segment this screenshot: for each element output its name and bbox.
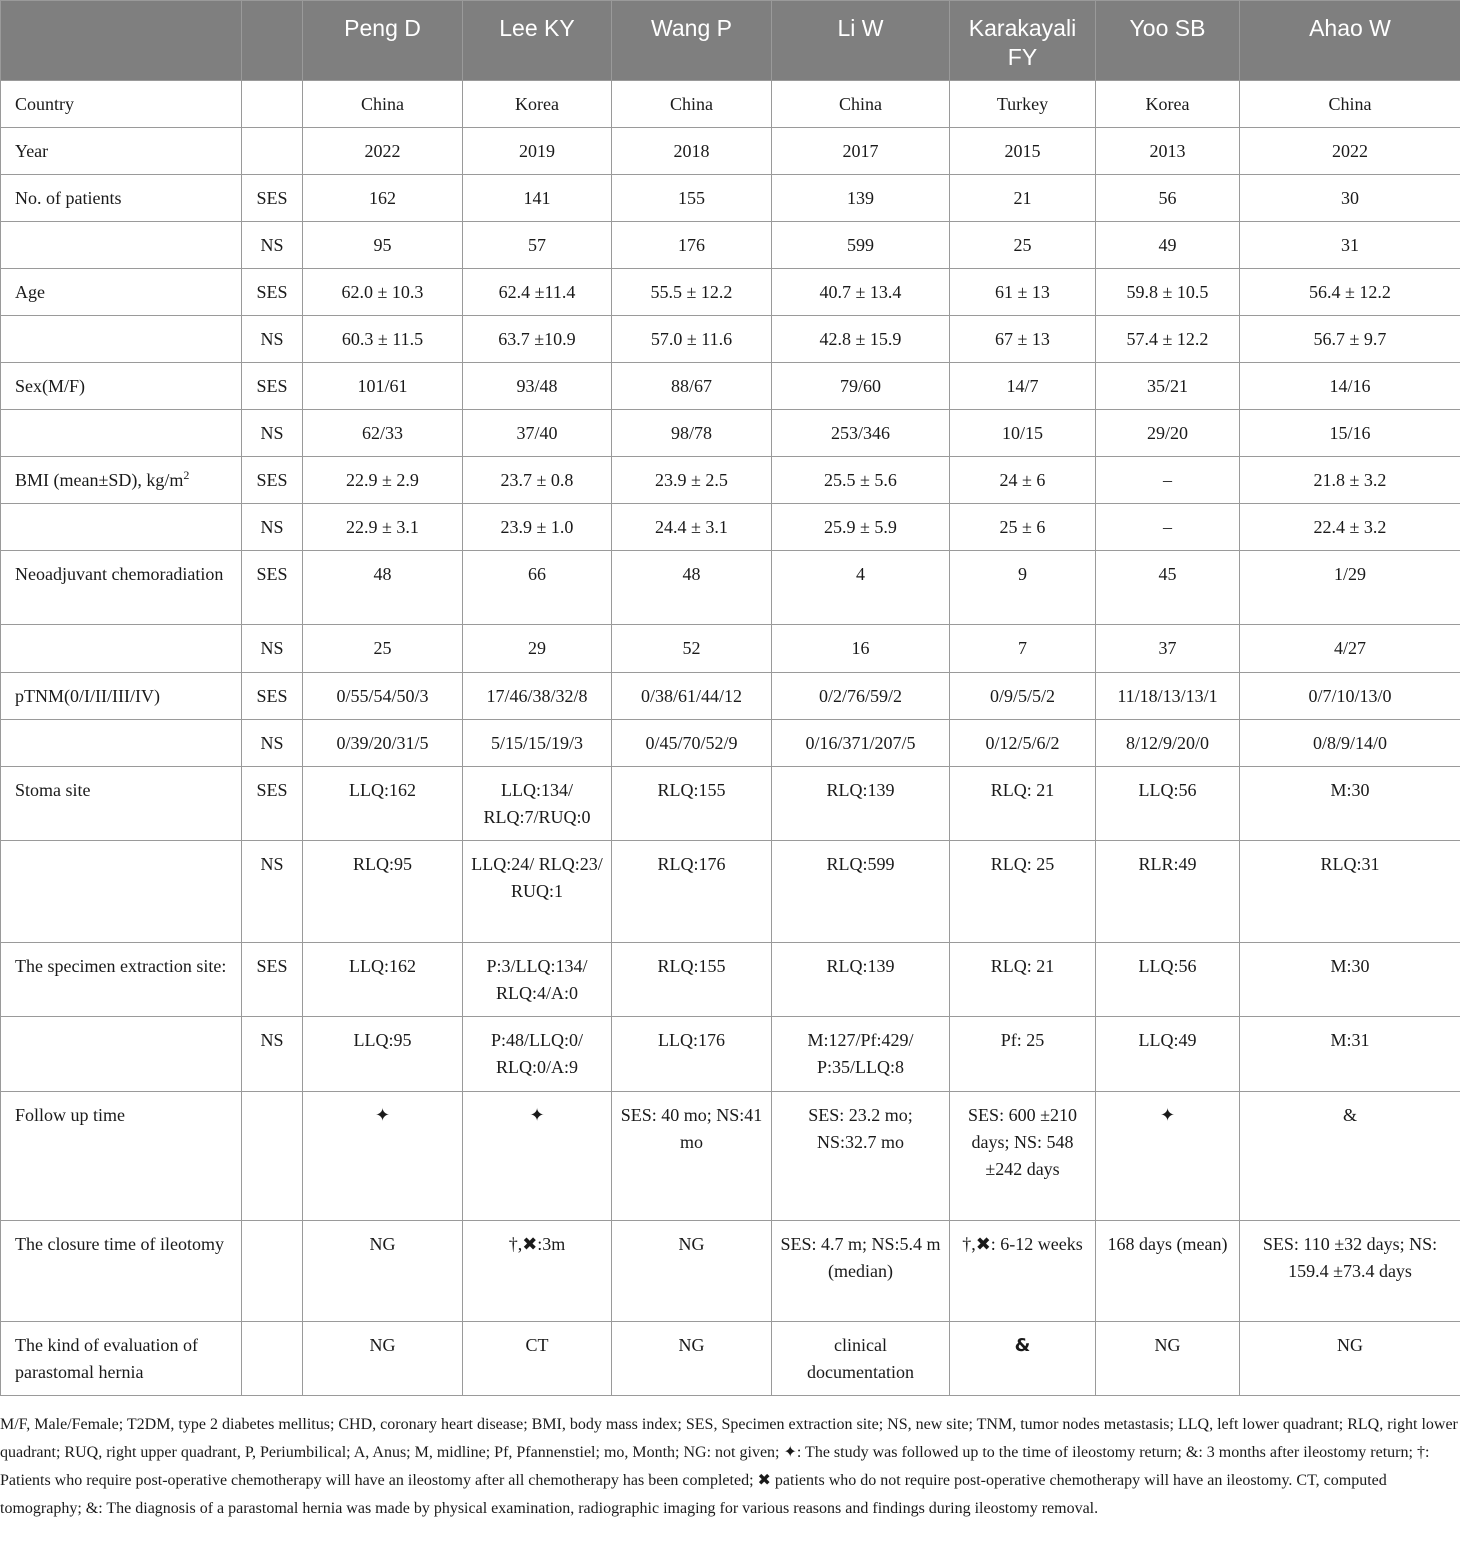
row-label bbox=[1, 363, 242, 410]
value-cell: 155 bbox=[612, 175, 772, 222]
value-cell: 56.7 ± 9.7 bbox=[1240, 316, 1460, 363]
group-cell: NS bbox=[242, 316, 303, 363]
value-cell: 7 bbox=[950, 625, 1096, 673]
value-cell: LLQ:49 bbox=[1096, 1017, 1240, 1092]
value-cell: M:30 bbox=[1240, 767, 1460, 841]
value-cell: P:48/LLQ:0/ RLQ:0/A:9 bbox=[463, 1017, 612, 1092]
value-cell: 59.8 ± 10.5 bbox=[1096, 269, 1240, 316]
value-cell: & bbox=[1240, 1092, 1460, 1221]
value-cell: 95 bbox=[303, 222, 463, 269]
table-row bbox=[1, 1221, 1460, 1322]
value-cell: 98/78 bbox=[612, 410, 772, 457]
group-cell: SES bbox=[242, 363, 303, 410]
row-label bbox=[1, 1092, 242, 1221]
value-cell: 2022 bbox=[303, 128, 463, 175]
row-label bbox=[1, 457, 242, 504]
table-row bbox=[1, 128, 1460, 175]
value-cell: 23.7 ± 0.8 bbox=[463, 457, 612, 504]
row-label bbox=[1, 625, 242, 673]
row-label-text: Neoadjuvant chemoradiation bbox=[15, 564, 224, 584]
row-label-text: No. of patients bbox=[15, 188, 122, 208]
value-cell: LLQ:56 bbox=[1096, 767, 1240, 841]
value-cell: SES: 110 ±32 days; NS: 159.4 ±73.4 days bbox=[1240, 1221, 1460, 1322]
value-cell: 0/38/61/44/12 bbox=[612, 673, 772, 720]
value-cell: LLQ:162 bbox=[303, 943, 463, 1017]
value-cell: 2017 bbox=[772, 128, 950, 175]
header-blank-cell bbox=[242, 1, 303, 81]
value-cell: CT bbox=[463, 1322, 612, 1396]
value-cell: 57.0 ± 11.6 bbox=[612, 316, 772, 363]
row-label-text: Sex(M/F) bbox=[15, 376, 86, 396]
table-row bbox=[1, 625, 1460, 673]
value-cell: ✦ bbox=[303, 1092, 463, 1221]
table-row bbox=[1, 551, 1460, 625]
value-cell: 10/15 bbox=[950, 410, 1096, 457]
col-header: Yoo SB bbox=[1096, 1, 1240, 81]
table-row bbox=[1, 1017, 1460, 1092]
value-cell: 25 bbox=[303, 625, 463, 673]
group-cell: NS bbox=[242, 222, 303, 269]
col-header: Peng D bbox=[303, 1, 463, 81]
value-cell: 56.4 ± 12.2 bbox=[1240, 269, 1460, 316]
value-cell: RLQ:95 bbox=[303, 841, 463, 943]
value-cell: 253/346 bbox=[772, 410, 950, 457]
group-cell: NS bbox=[242, 1017, 303, 1092]
group-cell bbox=[242, 1221, 303, 1322]
value-cell: RLQ:176 bbox=[612, 841, 772, 943]
col-header: Wang P bbox=[612, 1, 772, 81]
value-cell: 0/55/54/50/3 bbox=[303, 673, 463, 720]
value-cell: RLQ:139 bbox=[772, 767, 950, 841]
group-cell: SES bbox=[242, 457, 303, 504]
value-cell: 0/9/5/5/2 bbox=[950, 673, 1096, 720]
row-label-superscript: 2 bbox=[183, 468, 190, 482]
row-label-text: The kind of evaluation of parastomal hernia bbox=[15, 1335, 198, 1382]
value-cell: 37 bbox=[1096, 625, 1240, 673]
value-cell: China bbox=[612, 81, 772, 128]
value-cell: 57.4 ± 12.2 bbox=[1096, 316, 1240, 363]
value-cell: 45 bbox=[1096, 551, 1240, 625]
row-label-text: Country bbox=[15, 94, 75, 114]
value-cell: 62.4 ±11.4 bbox=[463, 269, 612, 316]
value-cell: RLQ: 21 bbox=[950, 767, 1096, 841]
group-cell: NS bbox=[242, 504, 303, 551]
row-label bbox=[1, 1017, 242, 1092]
table-row bbox=[1, 673, 1460, 720]
value-cell: RLQ:155 bbox=[612, 767, 772, 841]
table-row bbox=[1, 81, 1460, 128]
table-row bbox=[1, 269, 1460, 316]
row-label bbox=[1, 269, 242, 316]
value-cell: 0/39/20/31/5 bbox=[303, 720, 463, 767]
group-cell bbox=[242, 81, 303, 128]
value-cell: 22.4 ± 3.2 bbox=[1240, 504, 1460, 551]
table-row bbox=[1, 222, 1460, 269]
value-cell: 40.7 ± 13.4 bbox=[772, 269, 950, 316]
table-row bbox=[1, 720, 1460, 767]
value-cell: 35/21 bbox=[1096, 363, 1240, 410]
row-label bbox=[1, 504, 242, 551]
value-cell: 25 bbox=[950, 222, 1096, 269]
value-cell: 93/48 bbox=[463, 363, 612, 410]
value-cell: LLQ:176 bbox=[612, 1017, 772, 1092]
value-cell: 31 bbox=[1240, 222, 1460, 269]
value-cell: 1/29 bbox=[1240, 551, 1460, 625]
value-cell: LLQ:162 bbox=[303, 767, 463, 841]
value-cell: 24 ± 6 bbox=[950, 457, 1096, 504]
value-cell: 88/67 bbox=[612, 363, 772, 410]
value-cell: LLQ:95 bbox=[303, 1017, 463, 1092]
value-cell: 14/16 bbox=[1240, 363, 1460, 410]
table-row bbox=[1, 175, 1460, 222]
group-cell bbox=[242, 128, 303, 175]
group-cell bbox=[242, 1322, 303, 1396]
row-label-text: Stoma site bbox=[15, 780, 91, 800]
row-label-text: Age bbox=[15, 282, 45, 302]
value-cell: RLQ:599 bbox=[772, 841, 950, 943]
value-cell: LLQ:56 bbox=[1096, 943, 1240, 1017]
value-cell: NG bbox=[303, 1322, 463, 1396]
group-cell: SES bbox=[242, 767, 303, 841]
group-cell: NS bbox=[242, 625, 303, 673]
value-cell: 2019 bbox=[463, 128, 612, 175]
row-label bbox=[1, 673, 242, 720]
value-cell: 55.5 ± 12.2 bbox=[612, 269, 772, 316]
value-cell: 8/12/9/20/0 bbox=[1096, 720, 1240, 767]
col-header: Lee KY bbox=[463, 1, 612, 81]
value-cell: China bbox=[772, 81, 950, 128]
col-header: Karakayali FY bbox=[950, 1, 1096, 81]
table-footnote: M/F, Male/Female; T2DM, type 2 diabetes mellitus; CHD, coronary heart disease; BMI, body mass index; SES, Specimen extraction site; NS, new site; TNM, tumor nodes metastasis; LLQ, left lower quadrant; RLQ, right lower quadrant; RUQ, right upper quadrant, P, Periumbilical; A, Anus; M, midline; Pf, Pfannenstiel; mo, Month; NG: not given; ✦: The study was followed up to the time of ileostomy return; &: 3 months after ileostomy return; †: Patients who require post-operative chemotherapy will have an ileostomy after all chemotherapy has been completed; ✖ patients who do not require post-operative chemotherapy will have an ileostomy. CT, computed tomography; &: The diagnosis of a parastomal hernia was made by physical examination, radiographic imaging for various reasons and findings during ileostomy removal. bbox=[0, 1416, 1458, 1517]
value-cell: 24.4 ± 3.1 bbox=[612, 504, 772, 551]
row-label bbox=[1, 1221, 242, 1322]
group-cell: SES bbox=[242, 175, 303, 222]
value-cell: 25 ± 6 bbox=[950, 504, 1096, 551]
value-cell: 62/33 bbox=[303, 410, 463, 457]
table-row bbox=[1, 457, 1460, 504]
value-cell: 0/12/5/6/2 bbox=[950, 720, 1096, 767]
row-label bbox=[1, 410, 242, 457]
value-cell: 0/16/371/207/5 bbox=[772, 720, 950, 767]
value-cell: LLQ:24/ RLQ:23/ RUQ:1 bbox=[463, 841, 612, 943]
value-cell: 42.8 ± 15.9 bbox=[772, 316, 950, 363]
value-cell: 60.3 ± 11.5 bbox=[303, 316, 463, 363]
value-cell: M:30 bbox=[1240, 943, 1460, 1017]
value-cell: NG bbox=[612, 1221, 772, 1322]
value-cell: RLR:49 bbox=[1096, 841, 1240, 943]
value-cell: 139 bbox=[772, 175, 950, 222]
value-cell: 2022 bbox=[1240, 128, 1460, 175]
value-cell: 0/45/70/52/9 bbox=[612, 720, 772, 767]
value-cell: 29/20 bbox=[1096, 410, 1240, 457]
value-cell: 79/60 bbox=[772, 363, 950, 410]
value-cell: & bbox=[950, 1322, 1096, 1396]
value-cell: 29 bbox=[463, 625, 612, 673]
value-cell: 37/40 bbox=[463, 410, 612, 457]
value-cell: 141 bbox=[463, 175, 612, 222]
value-cell: NG bbox=[303, 1221, 463, 1322]
row-label bbox=[1, 720, 242, 767]
value-cell: Korea bbox=[463, 81, 612, 128]
value-cell: – bbox=[1096, 457, 1240, 504]
row-label bbox=[1, 767, 242, 841]
table-row bbox=[1, 363, 1460, 410]
value-cell: RLQ: 25 bbox=[950, 841, 1096, 943]
value-cell: 49 bbox=[1096, 222, 1240, 269]
group-cell: SES bbox=[242, 673, 303, 720]
value-cell: RLQ:155 bbox=[612, 943, 772, 1017]
value-cell: 0/7/10/13/0 bbox=[1240, 673, 1460, 720]
value-cell: 30 bbox=[1240, 175, 1460, 222]
value-cell: 22.9 ± 2.9 bbox=[303, 457, 463, 504]
value-cell: 2018 bbox=[612, 128, 772, 175]
table-row bbox=[1, 1092, 1460, 1221]
value-cell: 17/46/38/32/8 bbox=[463, 673, 612, 720]
group-cell: NS bbox=[242, 720, 303, 767]
value-cell: 21.8 ± 3.2 bbox=[1240, 457, 1460, 504]
row-label bbox=[1, 943, 242, 1017]
table-row bbox=[1, 841, 1460, 943]
group-cell: NS bbox=[242, 841, 303, 943]
value-cell: 176 bbox=[612, 222, 772, 269]
group-cell: SES bbox=[242, 943, 303, 1017]
table-row bbox=[1, 1322, 1460, 1396]
table-row bbox=[1, 943, 1460, 1017]
value-cell: 25.9 ± 5.9 bbox=[772, 504, 950, 551]
row-label bbox=[1, 1322, 242, 1396]
group-cell bbox=[242, 1092, 303, 1221]
value-cell: 48 bbox=[612, 551, 772, 625]
value-cell: RLQ: 21 bbox=[950, 943, 1096, 1017]
value-cell: 4/27 bbox=[1240, 625, 1460, 673]
value-cell: 22.9 ± 3.1 bbox=[303, 504, 463, 551]
value-cell: China bbox=[1240, 81, 1460, 128]
row-label bbox=[1, 128, 242, 175]
value-cell: 62.0 ± 10.3 bbox=[303, 269, 463, 316]
value-cell: 599 bbox=[772, 222, 950, 269]
value-cell: NG bbox=[612, 1322, 772, 1396]
value-cell: 5/15/15/19/3 bbox=[463, 720, 612, 767]
value-cell: clinical documentation bbox=[772, 1322, 950, 1396]
value-cell: 0/2/76/59/2 bbox=[772, 673, 950, 720]
value-cell: 25.5 ± 5.6 bbox=[772, 457, 950, 504]
value-cell: †,✖: 6-12 weeks bbox=[950, 1221, 1096, 1322]
value-cell: 162 bbox=[303, 175, 463, 222]
row-label-text: Follow up time bbox=[15, 1105, 126, 1125]
value-cell: †,✖:3m bbox=[463, 1221, 612, 1322]
value-cell: Korea bbox=[1096, 81, 1240, 128]
value-cell: 15/16 bbox=[1240, 410, 1460, 457]
value-cell: 57 bbox=[463, 222, 612, 269]
value-cell: M:31 bbox=[1240, 1017, 1460, 1092]
value-cell: Pf: 25 bbox=[950, 1017, 1096, 1092]
value-cell: 66 bbox=[463, 551, 612, 625]
value-cell: 52 bbox=[612, 625, 772, 673]
table-body bbox=[1, 81, 1460, 1396]
value-cell: SES: 4.7 m; NS:5.4 m (median) bbox=[772, 1221, 950, 1322]
value-cell: 61 ± 13 bbox=[950, 269, 1096, 316]
value-cell: ✦ bbox=[1096, 1092, 1240, 1221]
row-label-text: pTNM(0/I/II/III/IV) bbox=[15, 686, 160, 706]
value-cell: China bbox=[303, 81, 463, 128]
value-cell: SES: 23.2 mo; NS:32.7 mo bbox=[772, 1092, 950, 1221]
table-row bbox=[1, 316, 1460, 363]
row-label bbox=[1, 222, 242, 269]
value-cell: 14/7 bbox=[950, 363, 1096, 410]
header-blank-cell bbox=[1, 1, 242, 81]
value-cell: ✦ bbox=[463, 1092, 612, 1221]
col-header: Ahao W bbox=[1240, 1, 1460, 81]
row-label bbox=[1, 175, 242, 222]
value-cell: NG bbox=[1240, 1322, 1460, 1396]
value-cell: NG bbox=[1096, 1322, 1240, 1396]
row-label bbox=[1, 316, 242, 363]
value-cell: 67 ± 13 bbox=[950, 316, 1096, 363]
value-cell: 11/18/13/13/1 bbox=[1096, 673, 1240, 720]
value-cell: 2013 bbox=[1096, 128, 1240, 175]
value-cell: 168 days (mean) bbox=[1096, 1221, 1240, 1322]
value-cell: 9 bbox=[950, 551, 1096, 625]
row-label bbox=[1, 841, 242, 943]
value-cell: 63.7 ±10.9 bbox=[463, 316, 612, 363]
value-cell: M:127/Pf:429/ P:35/LLQ:8 bbox=[772, 1017, 950, 1092]
row-label-text: The closure time of ileotomy bbox=[15, 1234, 224, 1254]
row-label-text: BMI (mean±SD), kg/m bbox=[15, 470, 184, 490]
header-row bbox=[1, 1, 1460, 81]
value-cell: 23.9 ± 1.0 bbox=[463, 504, 612, 551]
value-cell: 2015 bbox=[950, 128, 1096, 175]
value-cell: – bbox=[1096, 504, 1240, 551]
table-row bbox=[1, 504, 1460, 551]
table-row bbox=[1, 410, 1460, 457]
col-header: Li W bbox=[772, 1, 950, 81]
row-label-text: The specimen extraction site: bbox=[15, 956, 227, 976]
value-cell: Turkey bbox=[950, 81, 1096, 128]
group-cell: NS bbox=[242, 410, 303, 457]
value-cell: P:3/LLQ:134/ RLQ:4/A:0 bbox=[463, 943, 612, 1017]
value-cell: LLQ:134/ RLQ:7/RUQ:0 bbox=[463, 767, 612, 841]
value-cell: 56 bbox=[1096, 175, 1240, 222]
value-cell: 0/8/9/14/0 bbox=[1240, 720, 1460, 767]
value-cell: 4 bbox=[772, 551, 950, 625]
value-cell: 21 bbox=[950, 175, 1096, 222]
row-label bbox=[1, 81, 242, 128]
value-cell: 16 bbox=[772, 625, 950, 673]
row-label-text: Year bbox=[15, 141, 49, 161]
value-cell: 48 bbox=[303, 551, 463, 625]
value-cell: RLQ:139 bbox=[772, 943, 950, 1017]
group-cell: SES bbox=[242, 551, 303, 625]
table-row bbox=[1, 767, 1460, 841]
value-cell: SES: 600 ±210 days; NS: 548 ±242 days bbox=[950, 1092, 1096, 1221]
group-cell: SES bbox=[242, 269, 303, 316]
value-cell: 101/61 bbox=[303, 363, 463, 410]
value-cell: RLQ:31 bbox=[1240, 841, 1460, 943]
value-cell: SES: 40 mo; NS:41 mo bbox=[612, 1092, 772, 1221]
value-cell: 23.9 ± 2.5 bbox=[612, 457, 772, 504]
row-label bbox=[1, 551, 242, 625]
